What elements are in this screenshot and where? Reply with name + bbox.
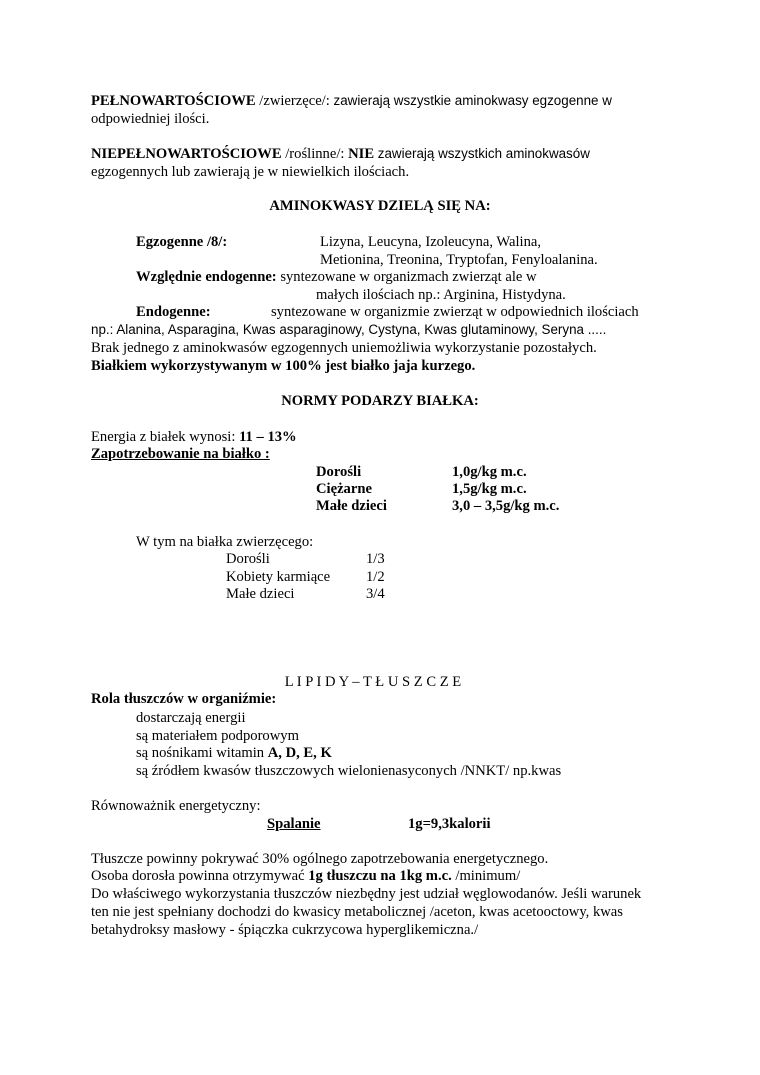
demand-value-text: 1,5g/kg m.c. bbox=[452, 481, 527, 497]
equiv-label: Równoważnik energetyczny: bbox=[91, 798, 261, 814]
animal-group: Dorośli bbox=[226, 551, 270, 567]
fat-adult-note: /minimum/ bbox=[451, 868, 521, 884]
demand-group-text: Ciężarne bbox=[316, 481, 372, 497]
animal-value: 1/2 bbox=[366, 569, 385, 585]
animal-value: 1/3 bbox=[366, 551, 385, 567]
full-protein-kind: /zwierzęce/: bbox=[255, 93, 330, 109]
lipid-role-text: są nośnikami witamin bbox=[136, 745, 268, 761]
fat-adult-amount: 1g tłuszczu na 1kg m.c. bbox=[308, 868, 452, 884]
demand-value bbox=[452, 480, 527, 498]
demand-group bbox=[316, 497, 387, 515]
endo-label-text: Endogenne: bbox=[136, 304, 211, 320]
incomplete-protein-term: NIEPEŁNOWARTOŚCIOWE bbox=[91, 146, 282, 162]
demand-value bbox=[452, 463, 527, 481]
demand-group-text: Dorośli bbox=[316, 464, 362, 480]
incomplete-protein-kind: /roślinne/: bbox=[281, 146, 345, 162]
fat-use-line: betahydroksy masłowy - śpiączka cukrzycowa hyperglikemiczna./ bbox=[91, 922, 479, 938]
rel-endo-desc: syntezowane w organizmach zwierząt ale w bbox=[276, 269, 537, 285]
animal-group: Małe dzieci bbox=[226, 586, 295, 602]
demand-heading-text: Zapotrzebowanie na białko : bbox=[91, 446, 270, 462]
rel-endo-line-2: małych ilościach np.: Arginina, Histydyna. bbox=[316, 287, 566, 303]
rel-endo-line bbox=[136, 268, 537, 286]
norms-heading bbox=[0, 392, 760, 410]
energy-line bbox=[91, 428, 297, 446]
fat-use-line: Do właściwego wykorzystania tłuszczów niezbędny jest udział węglowodanów. Jeśli warunek bbox=[91, 886, 642, 902]
lipid-role-heading-text: Rola tłuszczów w organiźmie: bbox=[91, 691, 277, 707]
egg-sentence bbox=[91, 357, 475, 375]
exo-label bbox=[136, 233, 227, 251]
norms-heading-text: NORMY PODARZY BIAŁKA: bbox=[281, 393, 479, 409]
lipid-role-item: są źródłem kwasów tłuszczowych wielonienasyconych /NNKT/ np.kwas bbox=[136, 763, 562, 779]
vitamins: A, D, E, K bbox=[267, 745, 332, 761]
demand-group bbox=[316, 463, 361, 481]
demand-value-text: 1,0g/kg m.c. bbox=[452, 464, 527, 480]
combust-label bbox=[267, 815, 321, 833]
full-protein-desc: zawierają wszystkie aminokwasy egzogenne w bbox=[329, 93, 612, 108]
combust-value bbox=[408, 815, 491, 833]
lack-sentence: Brak jednego z aminokwasów egzogennych uniemożliwia wykorzystanie pozostałych. bbox=[91, 340, 597, 356]
full-protein-term: PEŁNOWARTOŚCIOWE bbox=[91, 93, 256, 109]
animal-heading: W tym na białka zwierzęcego: bbox=[136, 534, 314, 550]
lipids-heading: L I P I D Y – T Ł U S Z C Z E bbox=[284, 674, 462, 690]
fat-cover-sentence: Tłuszcze powinny pokrywać 30% ogólnego zapotrzebowania energetycznego. bbox=[91, 851, 549, 867]
incomplete-protein-line bbox=[91, 145, 590, 163]
energy-value: 11 – 13% bbox=[239, 429, 297, 445]
demand-group-text: Małe dzieci bbox=[316, 498, 387, 514]
full-protein-line bbox=[91, 92, 612, 110]
lipid-role-heading bbox=[91, 690, 276, 708]
fat-adult-sentence bbox=[91, 867, 520, 885]
demand-group bbox=[316, 480, 372, 498]
combust-value-text: 1g=9,3kalorii bbox=[408, 816, 491, 832]
demand-value-text: 3,0 – 3,5g/kg m.c. bbox=[452, 498, 560, 514]
incomplete-protein-nie: NIE bbox=[344, 146, 375, 162]
animal-value: 3/4 bbox=[366, 586, 385, 602]
exo-list-2: Metionina, Treonina, Tryptofan, Fenyloalanina. bbox=[320, 252, 598, 268]
amino-heading-text: AMINOKWASY DZIELĄ SIĘ NA: bbox=[269, 198, 491, 214]
incomplete-protein-line-2: egzogennych lub zawierają je w niewielkich ilościach. bbox=[91, 164, 410, 180]
animal-group: Kobiety karmiące bbox=[226, 569, 331, 585]
endo-examples: np.: Alanina, Asparagina, Kwas asparaginowy, Cystyna, Kwas glutaminowy, Seryna ..... bbox=[91, 322, 607, 337]
endo-label bbox=[136, 303, 211, 321]
exo-list-1: Lizyna, Leucyna, Izoleucyna, Walina, bbox=[320, 234, 542, 250]
energy-label: Energia z białek wynosi: bbox=[91, 429, 240, 445]
egg-sentence-text: Białkiem wykorzystywanym w 100% jest białko jaja kurzego. bbox=[91, 358, 476, 374]
demand-value bbox=[452, 497, 559, 515]
fat-adult-text: Osoba dorosła powinna otrzymywać bbox=[91, 868, 309, 884]
exo-label-text: Egzogenne /8/: bbox=[136, 234, 228, 250]
full-protein-line-2: odpowiedniej ilości. bbox=[91, 111, 210, 127]
fat-use-line: ten nie jest spełniany dochodzi do kwasicy metabolicznej /aceton, kwas acetooctowy, kwas bbox=[91, 904, 623, 920]
combust-label-text: Spalanie bbox=[267, 816, 321, 832]
demand-heading bbox=[91, 445, 270, 463]
lipid-role-item: są materiałem podporowym bbox=[136, 728, 299, 744]
endo-desc: syntezowane w organizmie zwierząt w odpowiednich ilościach bbox=[271, 304, 639, 320]
amino-heading bbox=[0, 197, 760, 215]
incomplete-protein-desc: zawierają wszystkich aminokwasów bbox=[374, 146, 590, 161]
rel-endo-label: Względnie endogenne: bbox=[136, 269, 277, 285]
lipid-role-item bbox=[136, 744, 332, 762]
lipid-role-item: dostarczają energii bbox=[136, 710, 246, 726]
